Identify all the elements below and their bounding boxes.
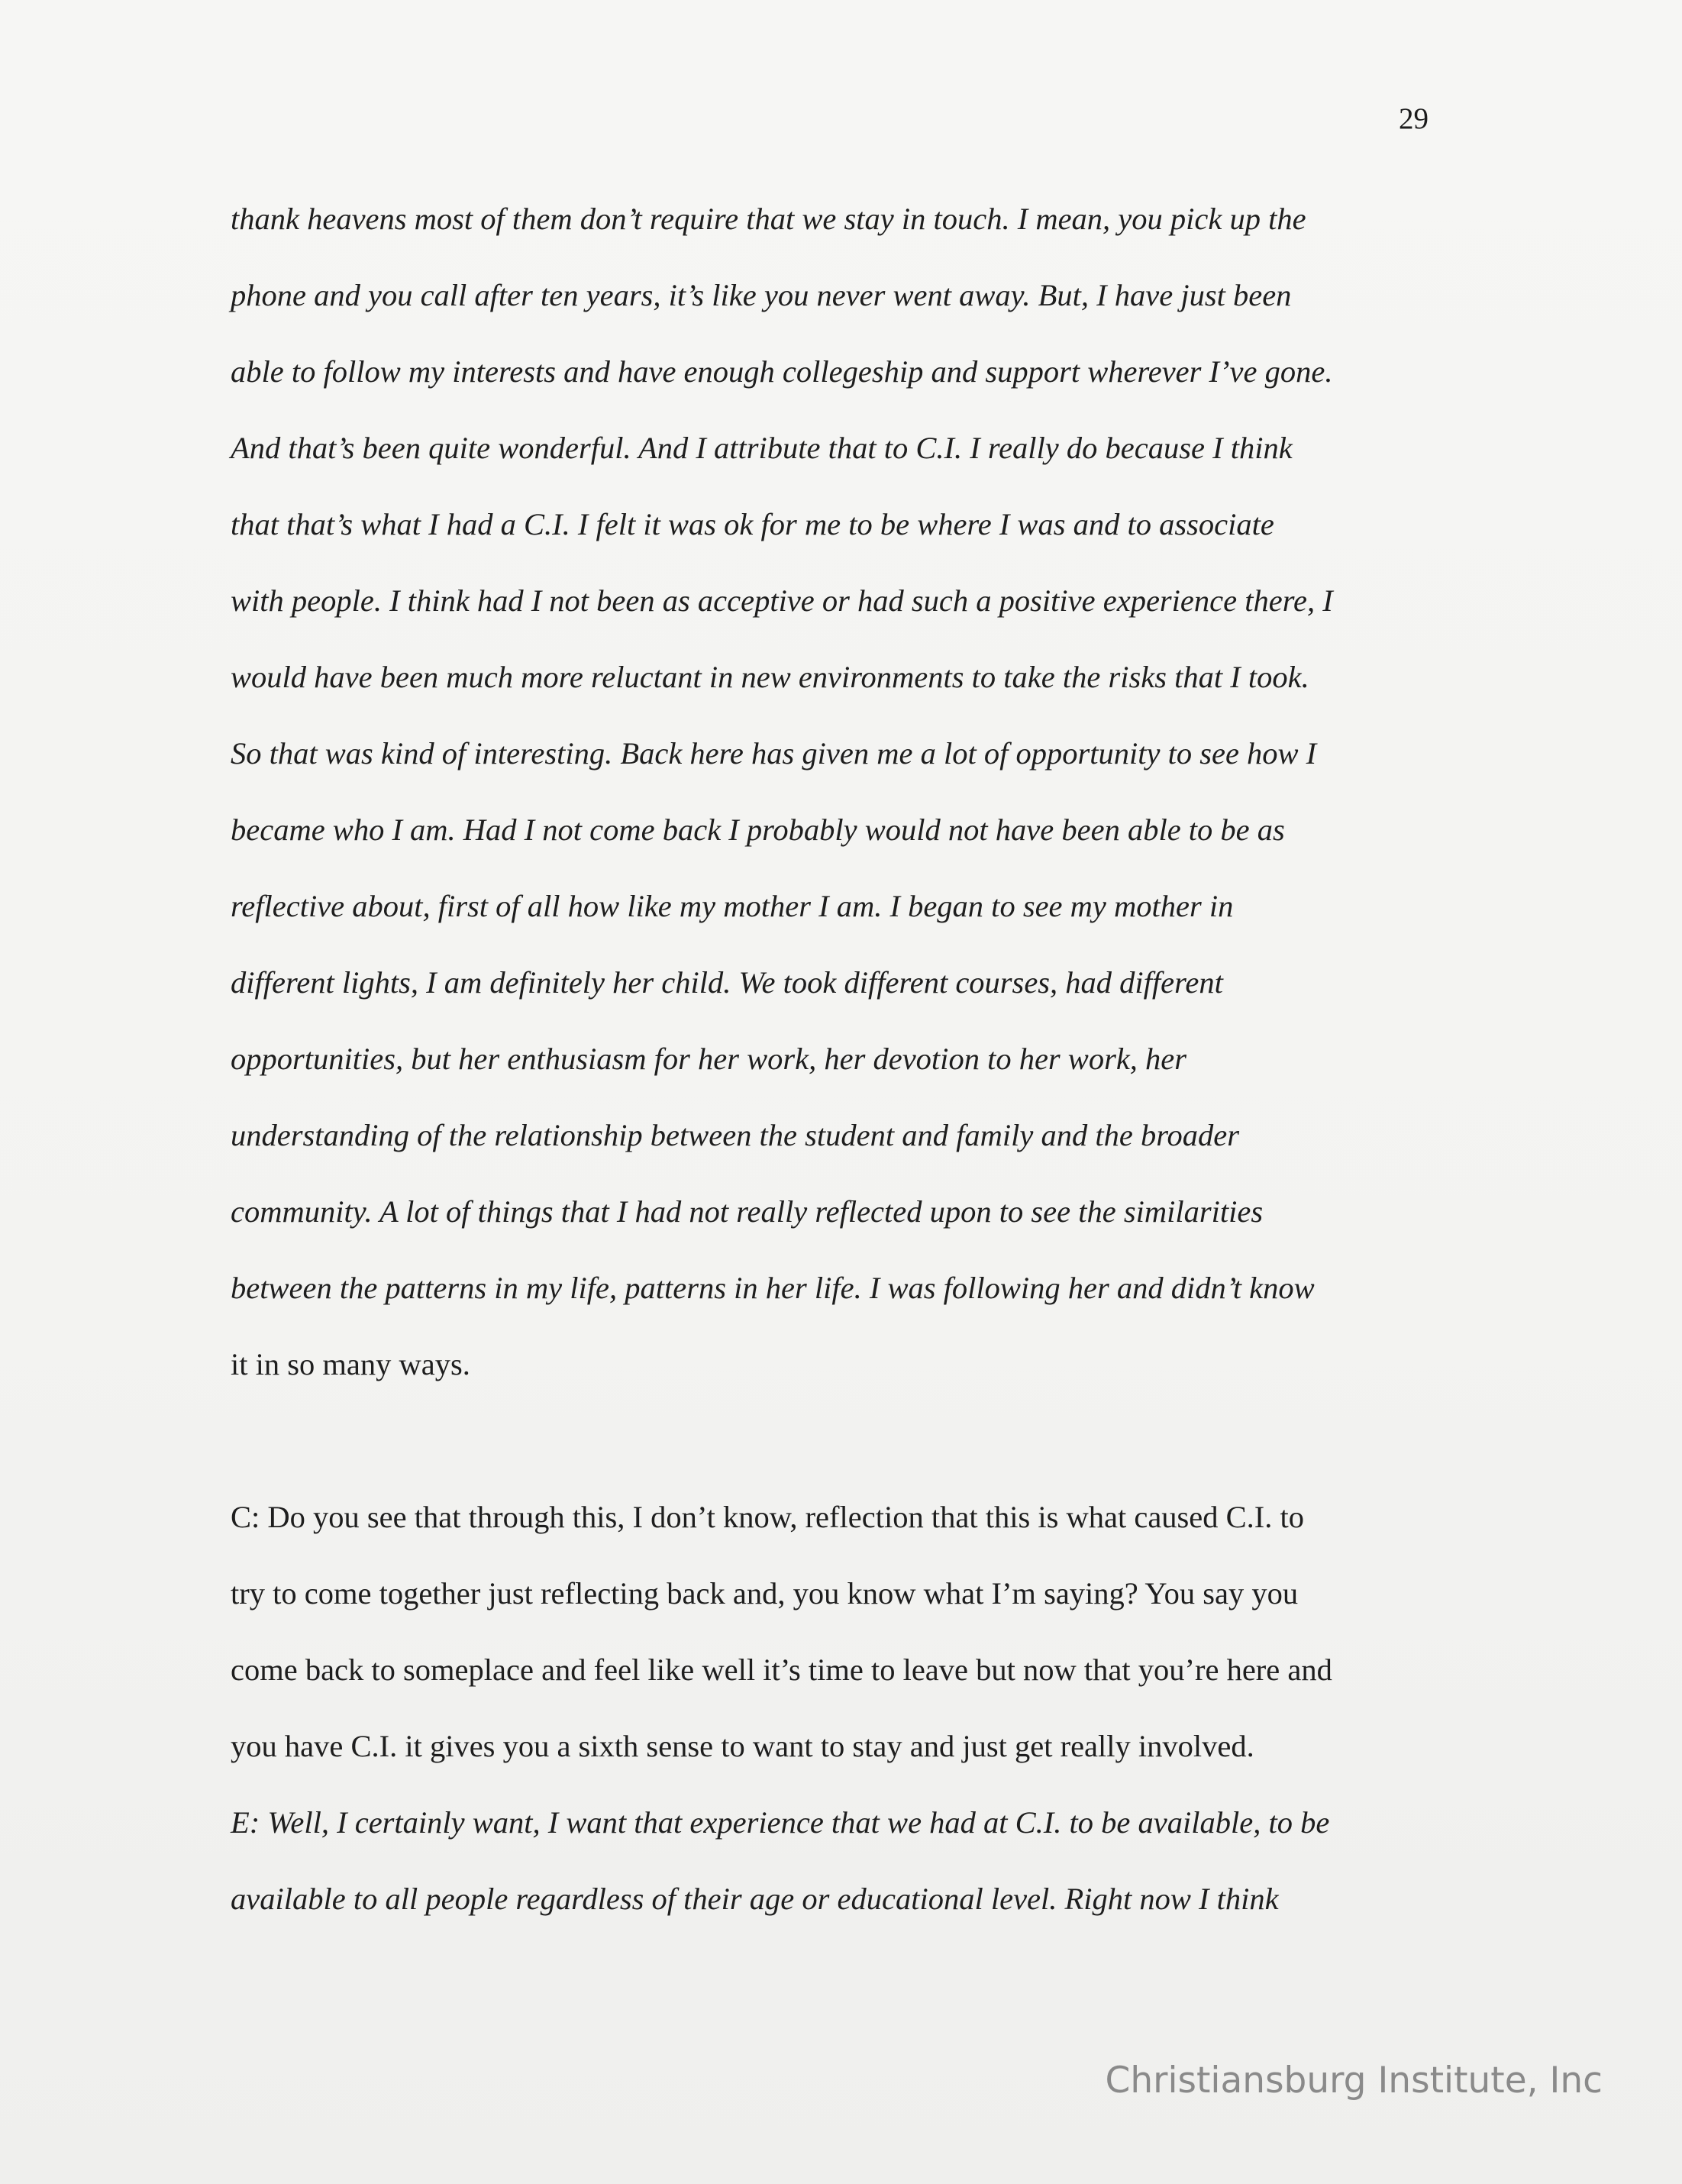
text-line: it in so many ways.: [231, 1347, 470, 1381]
page-number: 29: [1399, 102, 1429, 135]
text-line: phone and you call after ten years, it’s like you never went away. But, I have just been: [231, 278, 1292, 312]
text-line: would have been much more reluctant in new environments to take the risks that I took.: [231, 660, 1309, 694]
text-line: reflective about, first of all how like my mother I am. I began to see my mother in: [231, 889, 1234, 923]
text-line: C: Do you see that through this, I don’t know, reflection that this is what caused C.I. to: [231, 1500, 1305, 1534]
text-line: different lights, I am definitely her child. We took different courses, had different: [231, 965, 1223, 1000]
text-line: understanding of the relationship between the student and family and the broader: [231, 1118, 1239, 1152]
text-line: try to come together just reflecting back and, you know what I’m saying? You say you: [231, 1576, 1299, 1611]
text-line: that that’s what I had a C.I. I felt it was ok for me to be where I was and to associate: [231, 507, 1274, 541]
text-line: So that was kind of interesting. Back here has given me a lot of opportunity to see how I: [231, 736, 1317, 771]
text-line: E: Well, I certainly want, I want that experience that we had at C.I. to be available, to be: [231, 1805, 1330, 1840]
text-line: available to all people regardless of their age or educational level. Right now I think: [231, 1882, 1279, 1916]
text-line: you have C.I. it gives you a sixth sense to want to stay and just get really involved.: [231, 1729, 1254, 1763]
text-line: community. A lot of things that I had not really reflected upon to see the similarities: [231, 1194, 1264, 1229]
text-line: And that’s been quite wonderful. And I attribute that to C.I. I really do because I think: [231, 431, 1293, 465]
text-line: thank heavens most of them don’t require that we stay in touch. I mean, you pick up the: [231, 202, 1306, 236]
text-line: with people. I think had I not been as acceptive or had such a positive experience there, I: [231, 583, 1333, 618]
text-line: able to follow my interests and have enough collegeship and support wherever I’ve gone.: [231, 354, 1333, 389]
text-line: became who I am. Had I not come back I probably would not have been able to be as: [231, 813, 1285, 847]
text-line: opportunities, but her enthusiasm for her work, her devotion to her work, her: [231, 1042, 1187, 1076]
text-line: come back to someplace and feel like well it’s time to leave but now that you’re here and: [231, 1653, 1332, 1687]
watermark: Christiansburg Institute, Inc: [1105, 2060, 1603, 2102]
text-line: between the patterns in my life, patterns in her life. I was following her and didn’t know: [231, 1271, 1315, 1305]
